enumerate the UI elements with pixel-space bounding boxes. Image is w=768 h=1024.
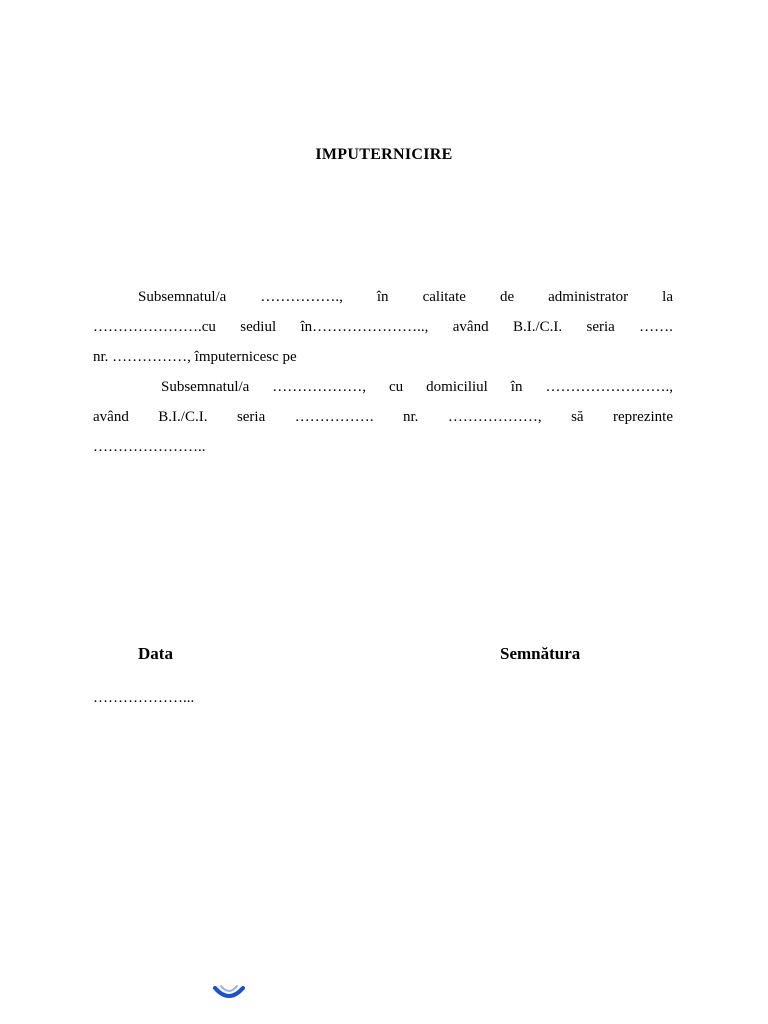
- blank-dots: …………….: [294, 409, 374, 425]
- text-word: B.I./C.I.: [158, 409, 208, 425]
- text-word: B.I./C.I.: [512, 319, 563, 335]
- paragraph-representative-line-2: [93, 402, 673, 432]
- date-value-blank: ………………...: [93, 690, 195, 706]
- blank-dots: în…………………..,: [300, 319, 429, 335]
- paragraph-company-line-3: nr. ……………, împuternicesc pe: [93, 349, 297, 365]
- blank-dots: ………………….cu: [93, 319, 216, 335]
- watermark-logo-icon: [211, 982, 247, 1000]
- text-word: seria: [586, 319, 615, 335]
- date-label: Data: [138, 644, 173, 663]
- paragraph-company-line-1: [93, 282, 673, 312]
- text-word: domiciliul: [426, 379, 488, 395]
- text-word: în: [510, 379, 523, 395]
- text-word: seria: [236, 409, 266, 425]
- blank-dots: …………………….,: [545, 379, 673, 395]
- signature-label: Semnătura: [500, 644, 581, 663]
- blank-dots: …………….,: [260, 289, 343, 305]
- paragraph-representative-line-1: [93, 372, 673, 402]
- paragraph-company-line-2: [93, 312, 673, 342]
- text-word: Subsemnatul/a: [161, 379, 250, 395]
- text-word: în: [376, 289, 389, 305]
- text-word: sediul: [240, 319, 277, 335]
- text-word: administrator: [548, 289, 629, 305]
- document-title: IMPUTERNICIRE: [315, 146, 453, 163]
- text-word: având: [93, 409, 129, 425]
- text-word: reprezinte: [613, 409, 673, 425]
- paragraph-company: [93, 282, 673, 372]
- text-word: cu: [389, 379, 404, 395]
- text-word: la: [662, 289, 673, 305]
- blank-dots: …….: [639, 319, 673, 335]
- blank-dots: ………………,: [447, 409, 542, 425]
- text-word: având: [452, 319, 489, 335]
- text-word: de: [499, 289, 515, 305]
- text-word: să: [571, 409, 584, 425]
- text-word: nr.: [402, 409, 419, 425]
- paragraph-representative-line-3: …………………..: [93, 439, 206, 455]
- blank-dots: ………………,: [272, 379, 367, 395]
- paragraph-representative: [93, 372, 673, 462]
- text-word: Subsemnatul/a: [138, 289, 227, 305]
- text-word: calitate: [422, 289, 466, 305]
